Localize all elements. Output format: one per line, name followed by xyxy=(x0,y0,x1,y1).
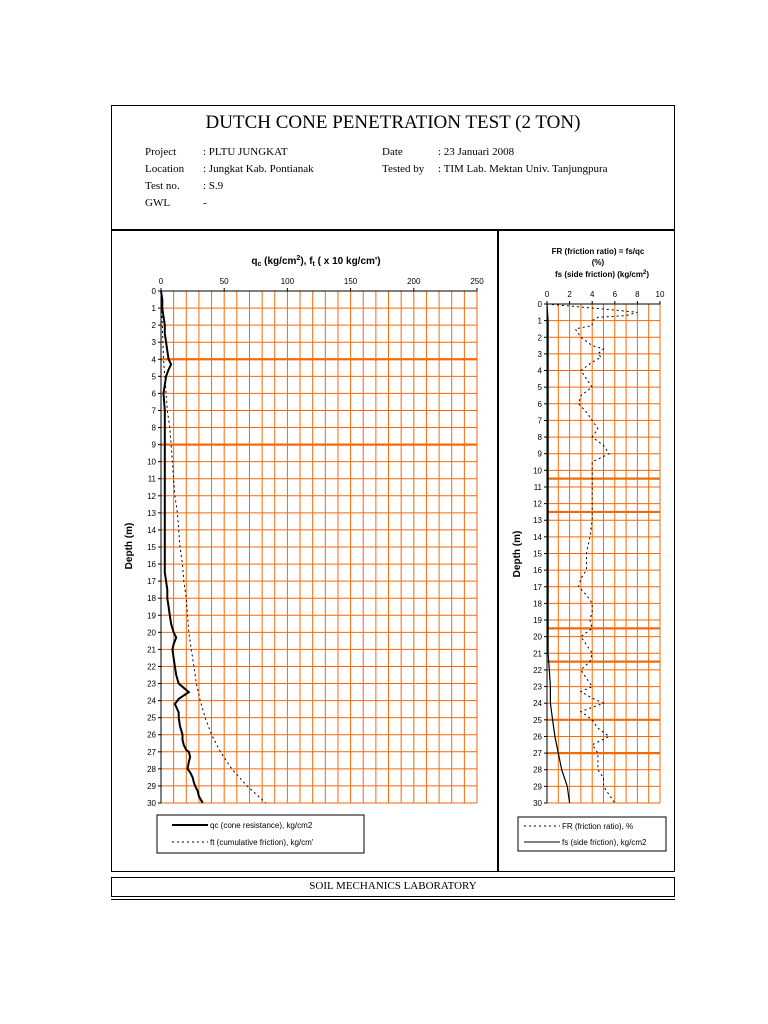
y-tick-label: 25 xyxy=(147,713,156,723)
y-tick-label: 19 xyxy=(533,616,542,626)
y-tick-label: 8 xyxy=(151,423,156,433)
y-tick-label: 23 xyxy=(147,679,156,689)
y-tick-label: 9 xyxy=(151,440,156,450)
gwl-label: GWL xyxy=(145,197,171,209)
x-tick-label: 100 xyxy=(280,277,295,286)
x-tick-label: 8 xyxy=(635,290,640,299)
y-tick-label: 13 xyxy=(147,508,156,518)
y-tick-label: 5 xyxy=(151,372,156,382)
y-tick-label: 15 xyxy=(147,543,156,552)
y-tick-label: 24 xyxy=(147,696,156,706)
y-tick-label: 1 xyxy=(537,316,542,326)
y-tick-label: 1 xyxy=(151,304,156,314)
y-tick-label: 8 xyxy=(537,433,542,443)
y-tick-label: 23 xyxy=(533,682,542,692)
y-tick-label: 3 xyxy=(151,338,156,348)
y-tick-label: 11 xyxy=(533,482,542,492)
y-tick-label: 2 xyxy=(537,333,542,343)
right-legend-label-fs: fs (side friction), kg/cm2 xyxy=(562,838,647,847)
y-tick-label: 18 xyxy=(533,599,542,609)
y-tick-label: 18 xyxy=(147,594,156,604)
x-tick-label: 10 xyxy=(655,290,665,299)
y-tick-label: 3 xyxy=(537,349,542,359)
y-tick-label: 27 xyxy=(147,747,156,757)
y-tick-label: 25 xyxy=(533,715,542,725)
y-tick-label: 4 xyxy=(537,366,542,376)
y-tick-label: 5 xyxy=(537,383,542,393)
y-tick-label: 9 xyxy=(537,449,542,459)
x-tick-label: 2 xyxy=(567,290,572,299)
y-tick-label: 0 xyxy=(537,300,542,309)
right-chart xyxy=(533,290,665,808)
footer-underline xyxy=(111,899,675,900)
y-tick-label: 14 xyxy=(533,532,542,542)
testno-value: : S.9 xyxy=(203,180,224,192)
y-tick-label: 4 xyxy=(151,355,156,365)
right-y-axis-label: Depth (m) xyxy=(512,530,523,578)
x-tick-label: 6 xyxy=(612,290,618,299)
testno-label: Test no. xyxy=(145,180,180,192)
right-chart-title-line1: FR (friction ratio) = fs/qc xyxy=(551,247,645,256)
y-tick-label: 14 xyxy=(147,525,156,535)
y-tick-label: 27 xyxy=(533,749,542,759)
left-chart xyxy=(147,277,484,808)
right-chart-title-line3: fs (side friction) $(kg/cm^2)$ xyxy=(554,270,650,279)
x-tick-label: 4 xyxy=(589,290,595,299)
y-tick-label: 17 xyxy=(147,577,156,587)
tested-by-label: Tested by xyxy=(382,163,425,175)
project-label: Project xyxy=(145,146,177,158)
left-chart-title: $q_c$ $(kg/cm^2)$, $f_t$ ( x 10 kg/cm') xyxy=(251,255,381,268)
y-tick-label: 16 xyxy=(147,560,156,570)
y-tick-label: 29 xyxy=(533,782,542,792)
y-tick-label: 7 xyxy=(537,416,542,426)
gwl-value: - xyxy=(203,197,207,209)
y-tick-label: 15 xyxy=(533,549,542,559)
y-tick-label: 21 xyxy=(147,645,156,655)
tested-by-value: : TIM Lab. Mektan Univ. Tanjungpura xyxy=(438,163,608,175)
y-tick-label: 22 xyxy=(147,662,156,672)
location-label: Location xyxy=(145,163,185,175)
x-tick-label: 150 xyxy=(343,277,358,286)
x-tick-label: 0 xyxy=(158,277,164,286)
y-tick-label: 17 xyxy=(533,582,542,592)
y-tick-label: 20 xyxy=(147,628,156,638)
y-tick-label: 13 xyxy=(533,516,542,526)
date-label: Date xyxy=(382,146,403,158)
y-tick-label: 29 xyxy=(147,781,156,791)
y-tick-label: 22 xyxy=(533,665,542,675)
y-tick-label: 28 xyxy=(533,765,542,775)
y-tick-label: 6 xyxy=(537,399,542,409)
page-title: DUTCH CONE PENETRATION TEST (2 TON) xyxy=(205,112,581,133)
y-tick-label: 26 xyxy=(147,730,156,740)
footer-text: SOIL MECHANICS LABORATORY xyxy=(309,880,477,892)
x-tick-label: 50 xyxy=(219,277,229,286)
y-tick-label: 24 xyxy=(533,699,542,709)
left-legend-label-qc: qc (cone resistance), kg/cm2 xyxy=(210,821,313,830)
y-tick-label: 20 xyxy=(533,632,542,642)
y-tick-label: 2 xyxy=(151,321,156,331)
y-tick-label: 10 xyxy=(147,457,156,467)
right-legend-label-fr: FR (friction ratio), % xyxy=(562,822,634,831)
location-value: : Jungkat Kab. Pontianak xyxy=(203,163,314,175)
left-y-axis-label: Depth (m) xyxy=(124,522,135,570)
date-value: : 23 Januari 2008 xyxy=(438,146,515,158)
right-chart-title-line2: (%) xyxy=(591,258,605,267)
footer-box xyxy=(111,877,675,897)
y-tick-label: 10 xyxy=(533,466,542,476)
y-tick-label: 12 xyxy=(533,499,542,509)
x-tick-label: 250 xyxy=(470,277,484,286)
y-tick-label: 30 xyxy=(533,799,542,808)
y-tick-label: 26 xyxy=(533,732,542,742)
y-tick-label: 11 xyxy=(147,474,156,484)
y-tick-label: 12 xyxy=(147,491,156,501)
y-tick-label: 6 xyxy=(151,389,156,399)
y-tick-label: 21 xyxy=(533,649,542,659)
y-tick-label: 19 xyxy=(147,611,156,621)
y-tick-label: 7 xyxy=(151,406,156,416)
project-value: : PLTU JUNGKAT xyxy=(203,146,288,158)
x-tick-label: 200 xyxy=(407,277,421,286)
x-tick-label: 0 xyxy=(544,290,550,299)
y-tick-label: 0 xyxy=(151,287,156,296)
y-tick-label: 28 xyxy=(147,764,156,774)
y-tick-label: 16 xyxy=(533,566,542,576)
y-tick-label: 30 xyxy=(147,799,156,808)
left-legend-label-ft: ft (cumulative friction), kg/cm' xyxy=(210,838,314,847)
